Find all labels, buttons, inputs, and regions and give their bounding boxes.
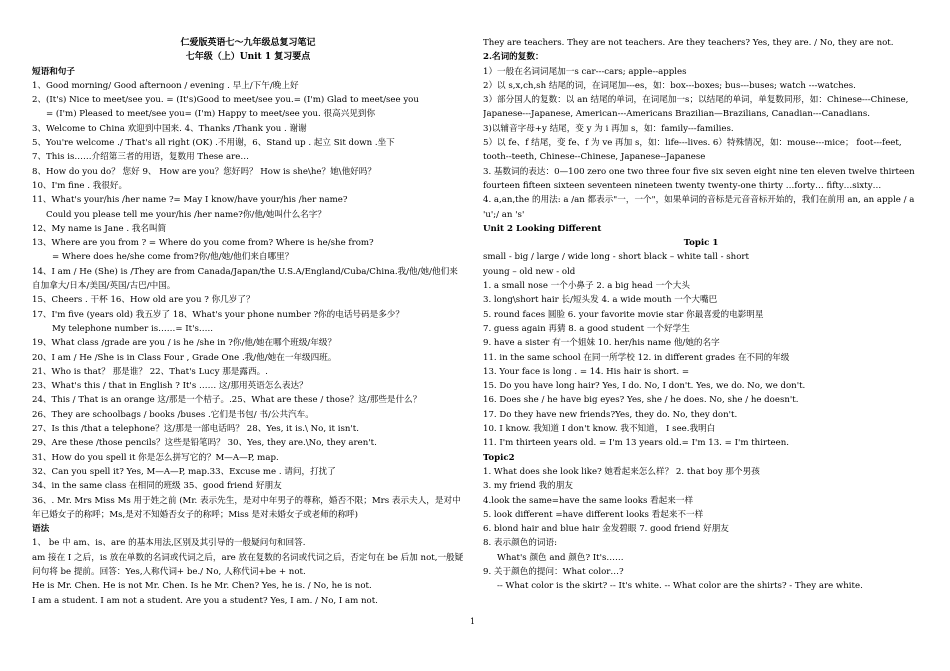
left-line: 36、. Mr. Mrs Miss Ms 用于姓之前 (Mr. 表示先生，是对中年男子的尊称，婚否不限；Mrs 表示夫人，是对中年已婚女子的称呼；Ms,是对不知婚否女子的称呼；Miss 是对未婚女子或老师的称呼) — [32, 495, 461, 520]
right-line: 3. 基数词的表达：0—100 zero one two three four five six seven eight nine ten eleven twelve thirteen fourteen fifteen sixteen seventeen nineteen twenty twenty-one thirty …forty… fifty…sixty… — [483, 166, 915, 191]
right-line: 3)以辅音字母+y 结尾，变 y 为 i 再加 s，如：family---families. — [483, 123, 734, 134]
right-line: 4.look the same=have the same looks 看起来一样 — [483, 495, 694, 506]
right-line: 9. have a sister 有一个姐妹 10. her/his name 他/她的名字 — [483, 338, 720, 349]
right-line: -- What color is the skirt? -- It's white. -- What color are the shirts? - They are white. — [497, 581, 863, 592]
right-line: young – old new - old — [483, 266, 576, 277]
left-line: 1、 be 中 am、is、are 的基本用法,区别及其引导的一般疑问句和回答. — [32, 538, 306, 549]
right-line: Unit 2 Looking Different — [483, 223, 602, 234]
right-column — [483, 36, 919, 594]
right-line: 11. I'm thirteen years old. = I'm 13 years old.= I'm 13. = I'm thirteen. — [483, 438, 789, 449]
left-line: 21、Who is that？ 那是谁？ 22、That's Lucy 那是露西。. — [32, 366, 268, 377]
left-line: 31、How do you spell it 你是怎么拼写它的？M—A—P, map. — [32, 452, 279, 463]
left-line: 29、Are these /those pencils？这些是铅笔吗？ 30、Yes, they are.\No, they aren't. — [32, 438, 377, 449]
left-line: 3、Welcome to China 欢迎到中国来. 4、Thanks /Thank you . 谢谢 — [32, 123, 307, 134]
left-column — [32, 36, 464, 608]
right-line: 5. look different =have different looks 看起来不一样 — [483, 509, 704, 520]
right-line: 4. a,an,the 的用法: a /an 都表示"一，一个"，如果单词的音标是元音音标开始的，我们在前用 an, an apple / a 'u';/ an 's' — [483, 195, 915, 220]
right-line: 16. Does she / he have big eyes? Yes, she / he does. No, she / he doesn't. — [483, 395, 799, 406]
left-line: 5、You're welcome ./ That's all right (OK) .不用谢，6、Stand up . 起立 Sit down .坐下 — [32, 138, 395, 149]
right-line: 13. Your face is long . = 14. His hair is short. = — [483, 366, 690, 377]
left-line: 1、Good morning/ Good afternoon / evening . 早上/下午/晚上好 — [32, 80, 299, 91]
right-line: 15. Do you have long hair? Yes, I do. No, I don't. Yes, we do. No, we don't. — [483, 381, 806, 392]
left-line: 32、Can you spell it? Yes, M—A—P, map.33、Excuse me . 请问，打扰了 — [32, 466, 336, 477]
left-line: My telephone number is……= It's….. — [52, 323, 213, 334]
left-line: 10、I'm fine . 我很好。 — [32, 180, 128, 191]
left-line: I am a student. I am not a student. Are you a student? Yes, I am. / No, I am not. — [32, 595, 378, 606]
left-line: 7、This is……介绍第三者的用语，复数用 These are… — [32, 152, 249, 163]
left-line: 20、I am / He /She is in Class Four , Grade One .我/他/她在一年级四班。 — [32, 352, 337, 363]
right-line: 6. blond hair and blue hair 金发碧眼 7. good friend 好朋友 — [483, 524, 729, 535]
right-line: small - big / large / wide long - short black – white tall - short — [483, 252, 749, 263]
right-line: 7. guess again 再猜 8. a good student 一个好学生 — [483, 323, 690, 334]
left-line: 24、This / That is an orange 这/那是一个桔子。.25、What are these / those？这/那些是什么？ — [32, 395, 422, 406]
right-line: 10. I know. 我知道 I don't know. 我不知道， I see.我明白 — [483, 424, 716, 435]
left-line: Could you please tell me your/his /her name?你/他/她叫什么名字？ — [46, 209, 326, 220]
left-line: 34、in the same class 在相同的班级 35、good friend 好朋友 — [32, 481, 282, 492]
left-line: 语法 — [32, 524, 50, 535]
right-line: 8. 表示颜色的词语: — [483, 538, 557, 549]
left-line: 8、How do you do？ 您好 9、 How are you？您好吗？ How is she\he？她\他好吗？ — [32, 166, 376, 177]
right-line: 5）以 fe、f 结尾，变 fe、f 为 ve 再加 s，如：life---lives. 6）特殊情况，如：mouse---mice； foot---feet, tooth--teeth, Chinese--Chinese, Japanese--Japanese — [483, 138, 902, 163]
right-line: 3）部分国人的复数：以 an 结尾的单词，在词尾加一s；以结尾的单词，单复数同形，如：Chinese---Chinese, Japanese---Japanese, American---Americans Brazilian—Brazilians, Canadian---Canadians. — [483, 95, 909, 120]
left-line: 19、What class /grade are you / is he /she in ?你/他/她在哪个班级/年级？ — [32, 338, 337, 349]
left-line: He is Mr. Chen. He is not Mr. Chen. Is he Mr. Chen? Yes, he is. / No, he is not. — [32, 581, 372, 592]
right-line: 5. round faces 圆脸 6. your favorite movie star 你最喜爱的电影明星 — [483, 309, 764, 320]
left-line: 27、Is this /that a telephone？这/那是一部电话吗？ 28、Yes, it is.\ No, it isn't. — [32, 424, 359, 435]
left-line: 2、(It's) Nice to meet/see you. = (It's)Good to meet/see you.= (I'm) Glad to meet/see you — [32, 95, 419, 106]
left-line: 13、Where are you from ? = Where do you come from? Where is he/she from? — [32, 238, 374, 249]
left-line: am 接在 I 之后，is 放在单数的名词或代词之后，are 放在复数的名词或代词之后，否定句在 be 后加 not,一般疑问句将 be 提前。回答：Yes,人称代词+ be./ No, 人称代词+be + not. — [32, 552, 464, 577]
left-line: 12、My name is Jane . 我名叫简 — [32, 223, 167, 234]
right-line: 11. in the same school 在同一所学校 12. in different grades 在不同的年级 — [483, 352, 790, 363]
right-line: 9. 关于颜色的提问：What color…? — [483, 566, 624, 577]
right-line: 1. a small nose 一个小鼻子 2. a big head 一个大头 — [483, 281, 690, 292]
left-line: 11、What's your/his /her name ?= May I know/have your/his /her name? — [32, 195, 348, 206]
left-line: 短语和句子 — [32, 66, 75, 77]
right-line: 3. my friend 我的朋友 — [483, 481, 573, 492]
right-line: 1. What does she look like? 她看起来怎么样？ 2. that boy 那个男孩 — [483, 466, 760, 477]
left-line: = (I'm) Pleased to meet/see you= (I'm) Happy to meet/see you. 很高兴见到你 — [46, 109, 376, 120]
right-line: Topic 1 — [683, 238, 719, 249]
left-line: 七年级（上）Unit 1 复习要点 — [185, 52, 311, 63]
right-line: 2）以 s,x,ch,sh 结尾的词，在词尾加---es，如：box---boxes; bus---buses; watch ---watches. — [483, 80, 856, 91]
left-line: 23、What's this / that in English ? It's …… 这/那用英语怎么表达？ — [32, 381, 308, 392]
page-number: 1 — [470, 617, 476, 626]
left-line: 17、I'm five (years old) 我五岁了 18、What's your phone number ?你的电话号码是多少？ — [32, 309, 404, 320]
left-line: 15、Cheers . 干杯 16、How old are you ? 你几岁了？ — [32, 295, 255, 306]
left-line: 仁爱版英语七～九年级总复习笔记 — [180, 38, 316, 48]
right-line: Topic2 — [483, 452, 515, 463]
left-line: 26、They are schoolbags / books /buses .它们是书包/ 书/公共汽车。 — [32, 409, 314, 420]
right-line: They are teachers. They are not teachers. Are they teachers? Yes, they are. / No, they are not. — [483, 38, 894, 48]
right-line: 2.名词的复数： — [483, 52, 544, 63]
left-line: 14、I am / He (She) is /They are from Canada/Japan/the U.S.A/England/Cuba/China.我/他/她/他们来自加拿大/日本/美国/英国/古巴/中国。 — [32, 266, 458, 292]
left-line: = Where does he/she come from?你/他/她/他们来自哪里？ — [52, 252, 294, 263]
right-line: 1）一般在名词词尾加一s car---cars; apple--apples — [483, 66, 687, 77]
right-line: What's 颜色 and 颜色? It's…… — [497, 552, 624, 563]
right-line: 17. Do they have new friends?Yes, they do. No, they don't. — [483, 409, 738, 420]
right-line: 3. long\short hair 长/短头发 4. a wide mouth 一个大嘴巴 — [483, 295, 718, 306]
